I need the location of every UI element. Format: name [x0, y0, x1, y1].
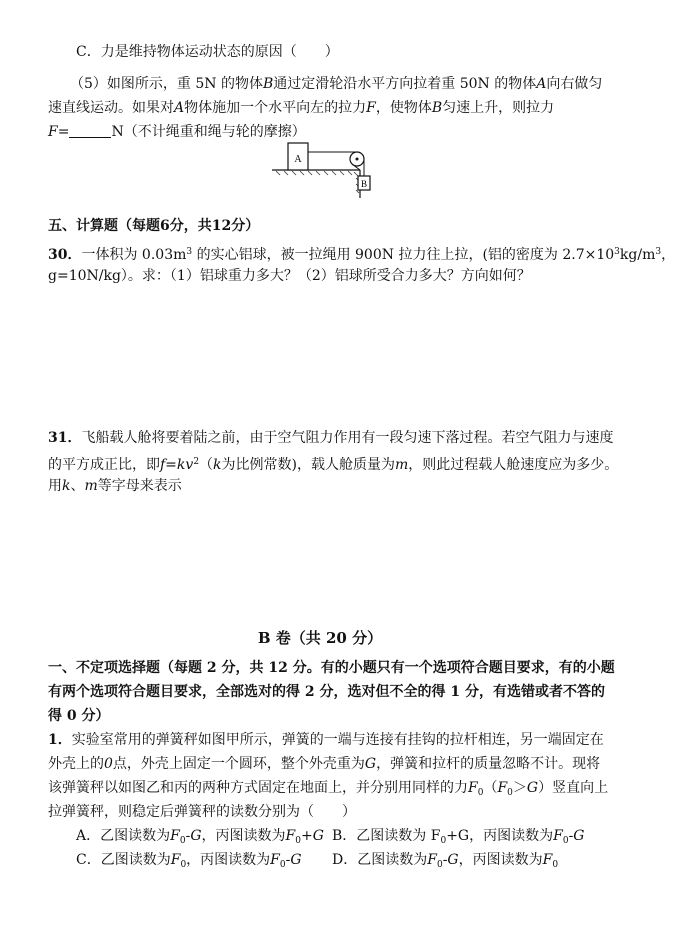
question-31-line-2: 的平方成正比，即$f=kv^2(k$为比例常数)，载人舱质量为m，则此过程载人舱速度应为多少。 [48, 457, 619, 473]
option-c-b1[interactable]: C．乙图读数为$F_0$，丙图读数为$F_0-G$ [76, 852, 302, 870]
part-b-title: B 卷（共 20 分） [257, 629, 383, 647]
option-a[interactable]: A．乙图读数为$F_0-G$，丙图读数为$F_0+G$ [76, 828, 324, 846]
answer-blank[interactable] [69, 123, 111, 138]
question-b1-line-2: 外壳上的0点，外壳上固定一个圆环，整个外壳重为G，弹簧和拉杆的质量忽略不计。现将 [48, 756, 601, 772]
section-1-line-2: 有两个选项符合题目要求，全部选对的得 2 分，选对但不全的得 1 分，有选错或者不答的 [48, 684, 605, 700]
question-b1-line-1: 1．实验室常用的弹簧秤如图甲所示，弹簧的一端与连接有挂钩的拉杆相连，另一端固定在 [48, 732, 604, 748]
section-5-title: 五、计算题（每题6分，共12分） [48, 218, 260, 234]
question-30-line-2: g=10N/kg）。求：（1）铝球重力多大？（2）铝球所受合力多大？方向如何？ [48, 268, 531, 284]
block-a-label: A [294, 154, 302, 165]
block-b-label: B [360, 179, 368, 189]
question-5-line-2: 速直线运动。如果对A物体施加一个水平向左的拉力F，使物体B匀速上升，则拉力 [48, 100, 555, 116]
section-1-line-3: 得 0 分） [48, 708, 110, 724]
question-31-line-3: 用k、m等字母来表示 [48, 478, 182, 494]
option-b[interactable]: B．乙图读数为 $F_0+G$，丙图读数为$F_0-G$ [332, 828, 585, 846]
question-5-line-1: （5）如图所示，重 5N 的物体B通过定滑轮沿水平方向拉着重 50N 的物体A向右做匀 [70, 76, 603, 92]
section-1-line-1: 一、不定项选择题（每题 2 分，共 12 分。有的小题只有一个选项符合题目要求，有的小题 [48, 660, 615, 676]
option-c: C．力是维持物体运动状态的原因（ ） [76, 44, 339, 60]
question-5-line-3: F= N（不计绳重和绳与轮的摩擦） [48, 124, 306, 140]
pulley-axle [356, 158, 359, 161]
question-b1-line-4: 拉弹簧秤，则稳定后弹簧秤的读数分别为（ ） [48, 804, 356, 820]
table-hatching [276, 171, 359, 193]
question-30-line-1: 30．一体积为 $0.03m^3$ 的实心铝球，被一拉绳用 900N 拉力往上拉，(铝的密度为 $2.7\times 10^3kg/m^3$， [48, 247, 675, 263]
option-d[interactable]: D．乙图读数为$F_0-G$，丙图读数为$F_0$ [332, 852, 559, 870]
question-b1-line-3: 该弹簧秤以如图乙和丙的两种方式固定在地面上，并分别用同样的力$F_0(F_0>G)$竖直向上 [48, 780, 609, 798]
pulley-diagram [268, 138, 388, 198]
question-31-line-1: 31．飞船载人舱将要着陆之前，由于空气阻力作用有一段匀速下落过程。若空气阻力与速度 [48, 430, 614, 446]
